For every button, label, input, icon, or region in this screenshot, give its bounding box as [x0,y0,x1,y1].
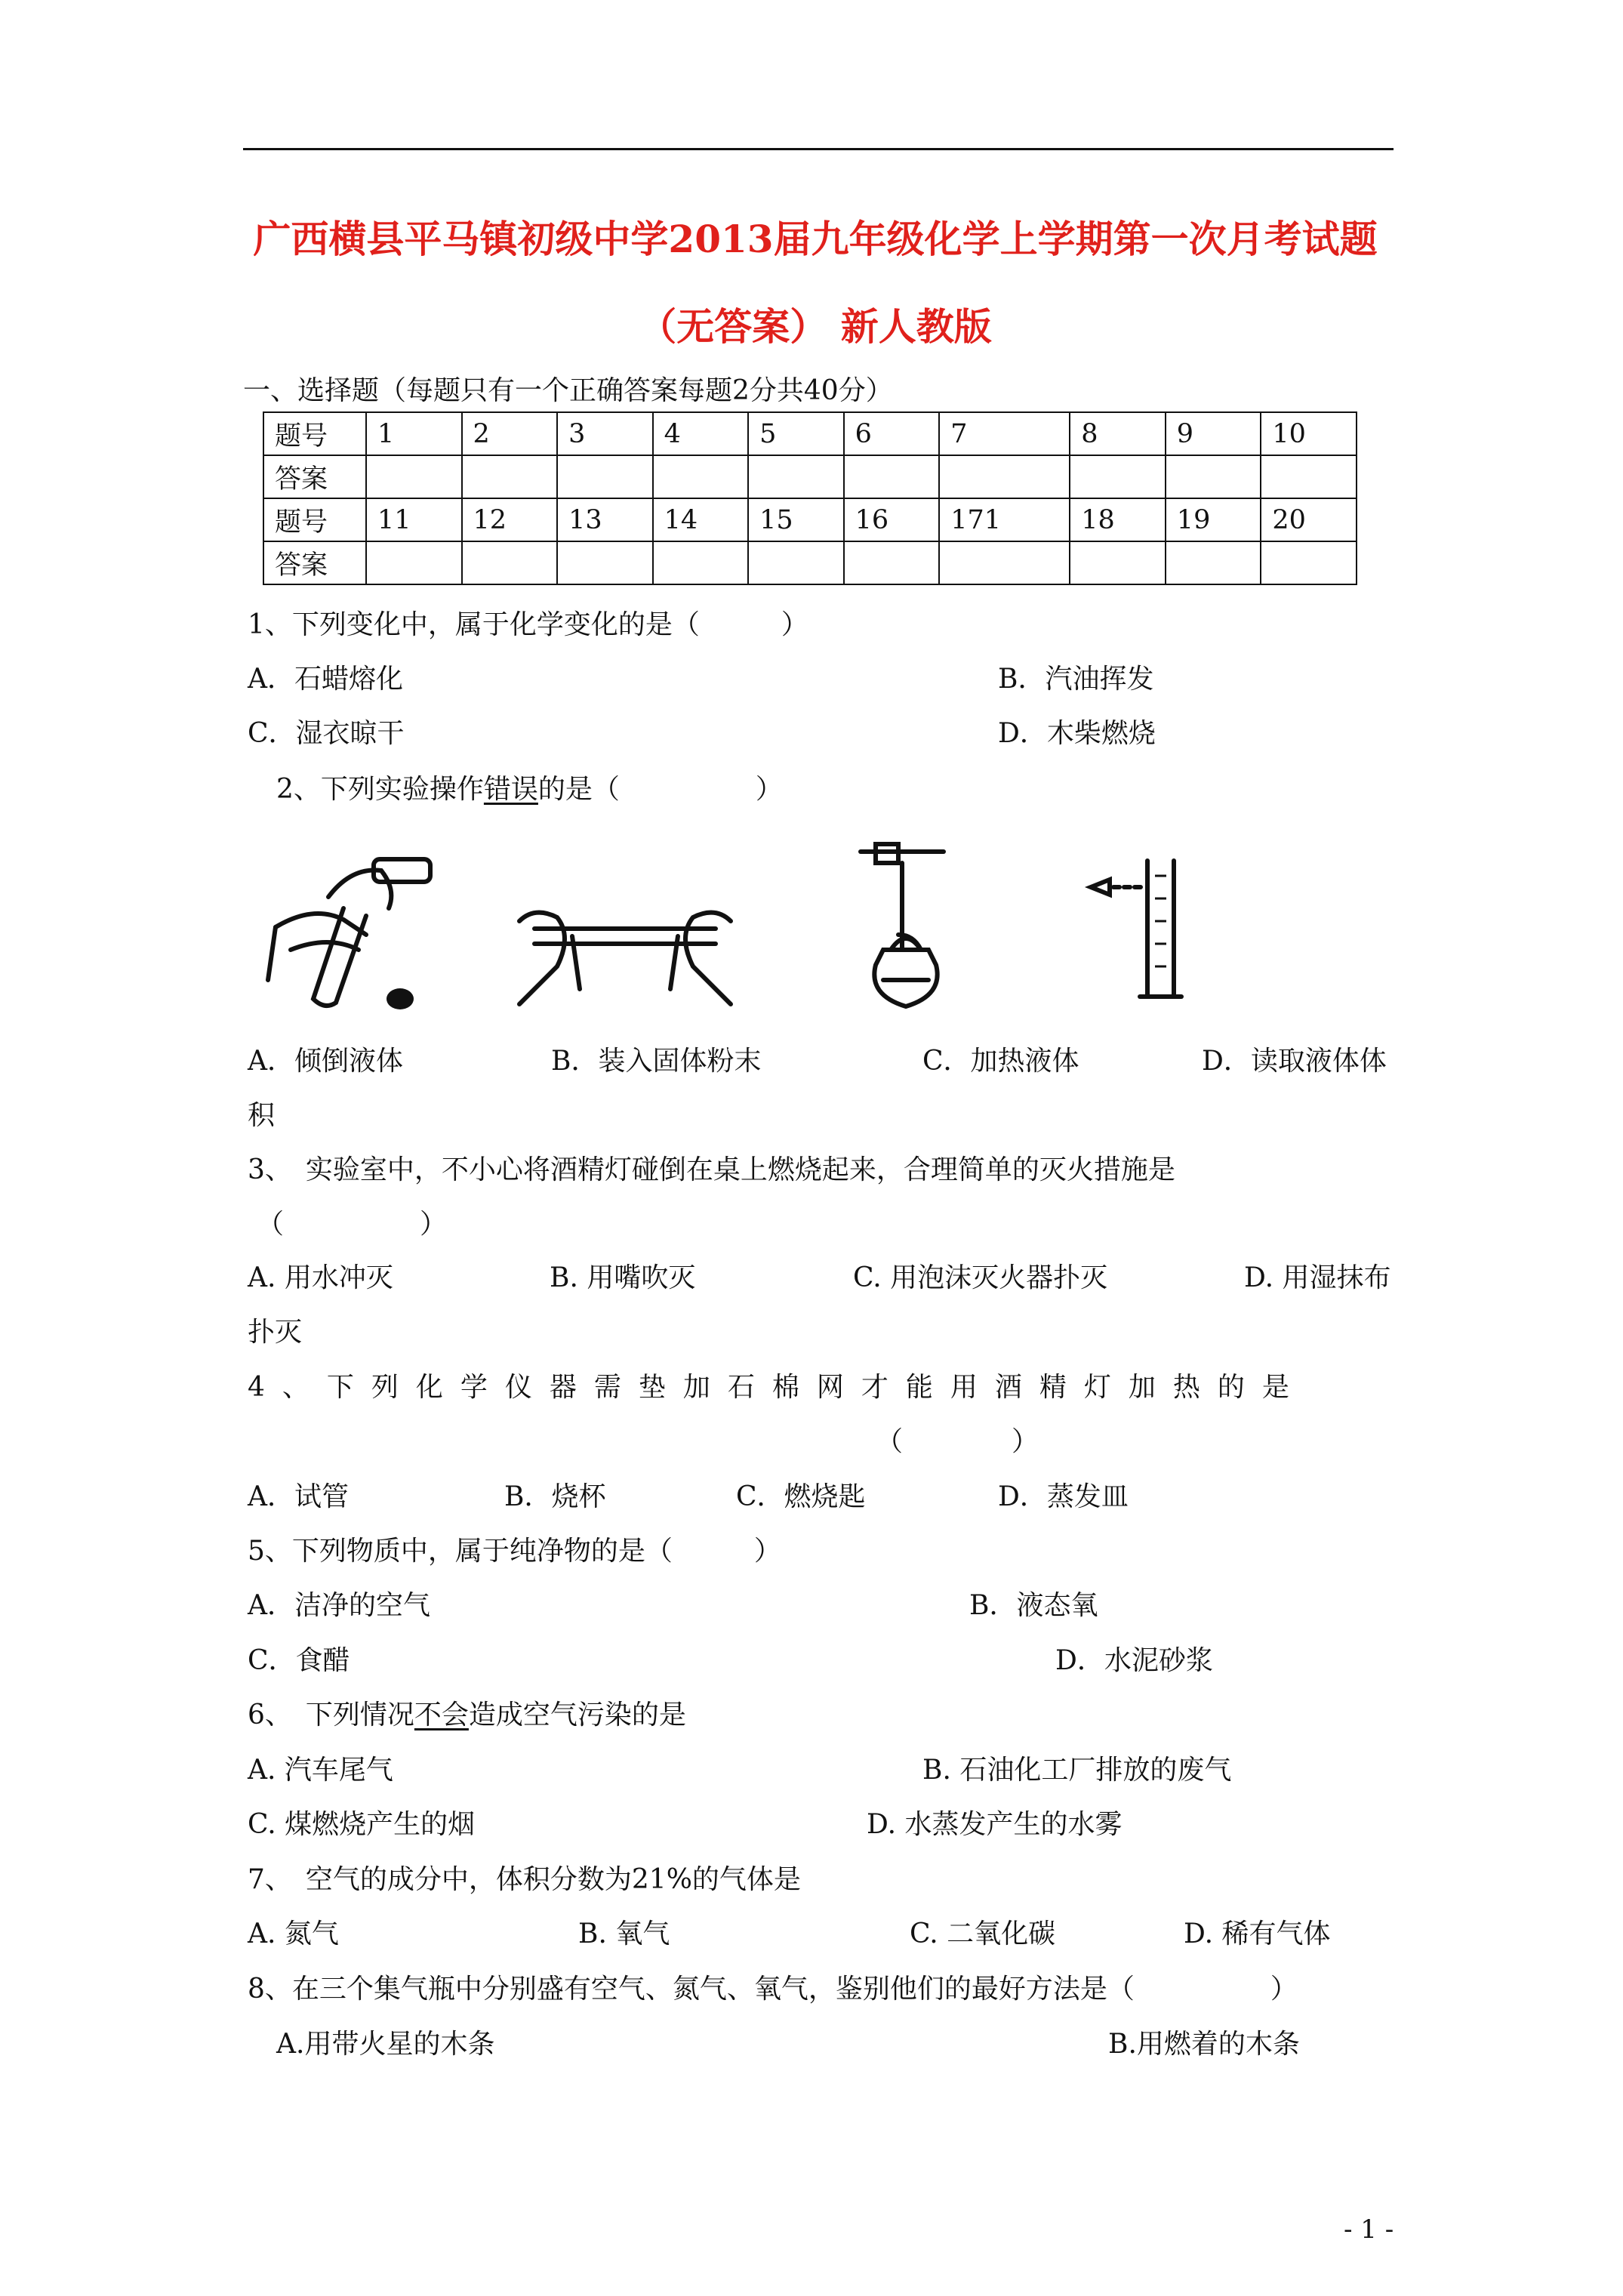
question-7-option-a: A. 氮气 [248,1918,339,1949]
loading-powder-figure [504,876,746,1012]
exam-title-line-1: 广西横县平马镇初级中学2013届九年级化学上学期第一次月考试题 [253,217,1378,261]
question-1-stem: 1、下列变化中，属于化学变化的是（ ） [248,609,808,640]
table-cell: 12 [462,498,558,541]
question-2-stem-pre: 2、下列实验操作 [276,774,484,805]
table-cell: 5 [748,412,844,455]
table-cell: 20 [1261,498,1357,541]
section-heading: 一、选择题（每题只有一个正确答案每题2分共40分） [243,375,893,406]
question-2-option-b: B．装入固体粉末 [551,1046,762,1077]
answer-cell[interactable] [462,541,558,584]
question-6-option-d: D. 水蒸发产生的水雾 [867,1809,1123,1840]
question-6-stem-pre: 6、 下列情况 [248,1700,414,1730]
table-cell: 19 [1166,498,1261,541]
answer-cell[interactable] [748,455,844,498]
answer-table [263,411,1357,585]
answer-cell[interactable] [653,455,749,498]
question-7-option-b: B. 氧气 [578,1918,670,1949]
table-cell: 8 [1070,412,1166,455]
question-4-option-d: D．蒸发皿 [998,1481,1129,1512]
question-3-option-b: B. 用嘴吹灭 [550,1262,696,1293]
table-cell: 3 [557,412,653,455]
answer-cell[interactable] [939,455,1070,498]
answer-cell[interactable] [939,541,1070,584]
answer-cell[interactable] [844,541,940,584]
table-cell: 1 [366,412,462,455]
answer-cell[interactable] [1166,455,1261,498]
answer-cell[interactable] [557,455,653,498]
answer-cell[interactable] [653,541,749,584]
question-8-option-b: B.用燃着的木条 [1108,2029,1300,2060]
question-7-option-c: C. 二氧化碳 [910,1918,1056,1949]
question-6-option-a: A. 汽车尾气 [248,1755,393,1786]
question-6-option-b: B. 石油化工厂排放的废气 [922,1755,1232,1786]
question-5-stem: 5、下列物质中，属于纯净物的是（ ） [248,1536,781,1567]
heating-liquid-figure [838,837,974,1018]
question-5-option-a: A．洁净的空气 [248,1590,430,1621]
table-row [263,541,1357,584]
exam-title-line-2: （无答案） 新人教版 [639,304,992,349]
question-8-stem: 8、在三个集气瓶中分别盛有空气、氮气、氧气，鉴别他们的最好方法是（ ） [248,1974,1298,2005]
question-6-stem [248,1697,686,1734]
answer-cell[interactable] [1166,541,1261,584]
answer-cell[interactable] [748,541,844,584]
table-row [263,498,1357,541]
question-3-paren: （ ） [257,1209,448,1240]
question-2-stem [276,771,783,809]
answer-cell[interactable] [1070,541,1166,584]
table-cell: 2 [462,412,558,455]
answer-cell[interactable] [557,541,653,584]
question-1-option-b: B．汽油挥发 [998,664,1154,695]
question-3-option-a: A. 用水冲灭 [248,1262,393,1293]
question-3-option-d-continued: 扑灭 [248,1317,303,1348]
question-4-option-b: B．烧杯 [504,1481,606,1512]
table-cell: 14 [653,498,749,541]
row-label: 题号 [263,498,366,541]
question-3-option-c: C. 用泡沫灭火器扑灭 [853,1262,1108,1293]
question-4-option-c: C．燃烧匙 [736,1481,866,1512]
answer-cell[interactable] [1070,455,1166,498]
table-cell: 4 [653,412,749,455]
answer-cell[interactable] [366,541,462,584]
question-4-option-a: A．试管 [248,1481,349,1512]
answer-cell[interactable] [1261,455,1357,498]
question-2-option-c: C．加热液体 [922,1046,1079,1077]
question-7-stem: 7、 空气的成分中，体积分数为21%的气体是 [248,1864,801,1895]
question-4-stem: 4、下列化学仪器需垫加石棉网才能用酒精灯加热的是 [248,1372,1307,1403]
table-cell: 9 [1166,412,1261,455]
table-cell: 6 [844,412,940,455]
question-6-stem-underlined: 不会 [414,1700,469,1730]
question-6-stem-post: 造成空气污染的是 [468,1700,686,1730]
question-3-option-d: D. 用湿抹布 [1244,1262,1391,1293]
answer-cell[interactable] [844,455,940,498]
question-5-option-c: C．食醋 [248,1645,350,1676]
table-row [263,455,1357,498]
table-cell: 13 [557,498,653,541]
question-1-option-a: A．石蜡熔化 [248,664,403,695]
question-2-option-d-continued: 积 [248,1100,276,1131]
page-number: - 1 - [1344,2214,1394,2245]
question-2-stem-underlined: 错误 [483,774,538,805]
reading-volume-figure [1079,846,1193,1012]
table-cell: 11 [366,498,462,541]
question-2-stem-post: 的是（ ） [537,774,783,805]
header-rule [243,148,1394,150]
pouring-liquid-figure [260,837,449,1018]
answer-cell[interactable] [462,455,558,498]
question-1-option-c: C．湿衣晾干 [248,718,405,749]
question-7-option-d: D. 稀有气体 [1184,1918,1331,1949]
row-label: 题号 [263,412,366,455]
question-2-option-d: D．读取液体体 [1202,1046,1387,1077]
question-4-paren: （ ） [876,1426,1039,1457]
table-cell: 16 [844,498,940,541]
question-2-option-a: A．倾倒液体 [248,1046,403,1077]
question-5-option-b: B．液态氧 [969,1590,1098,1621]
table-cell: 171 [939,498,1070,541]
table-row [263,412,1357,455]
question-5-option-d: D．水泥砂浆 [1055,1645,1213,1676]
table-cell: 18 [1070,498,1166,541]
question-8-option-a: A.用带火星的木条 [276,2029,495,2060]
answer-cell[interactable] [366,455,462,498]
answer-cell[interactable] [1261,541,1357,584]
row-label: 答案 [263,455,366,498]
question-1-option-d: D．木柴燃烧 [998,718,1156,749]
table-cell: 7 [939,412,1070,455]
table-cell: 15 [748,498,844,541]
table-cell: 10 [1261,412,1357,455]
question-3-stem: 3、 实验室中，不小心将酒精灯碰倒在桌上燃烧起来，合理简单的灭火措施是 [248,1154,1175,1185]
question-6-option-c: C. 煤燃烧产生的烟 [248,1809,476,1840]
row-label: 答案 [263,541,366,584]
